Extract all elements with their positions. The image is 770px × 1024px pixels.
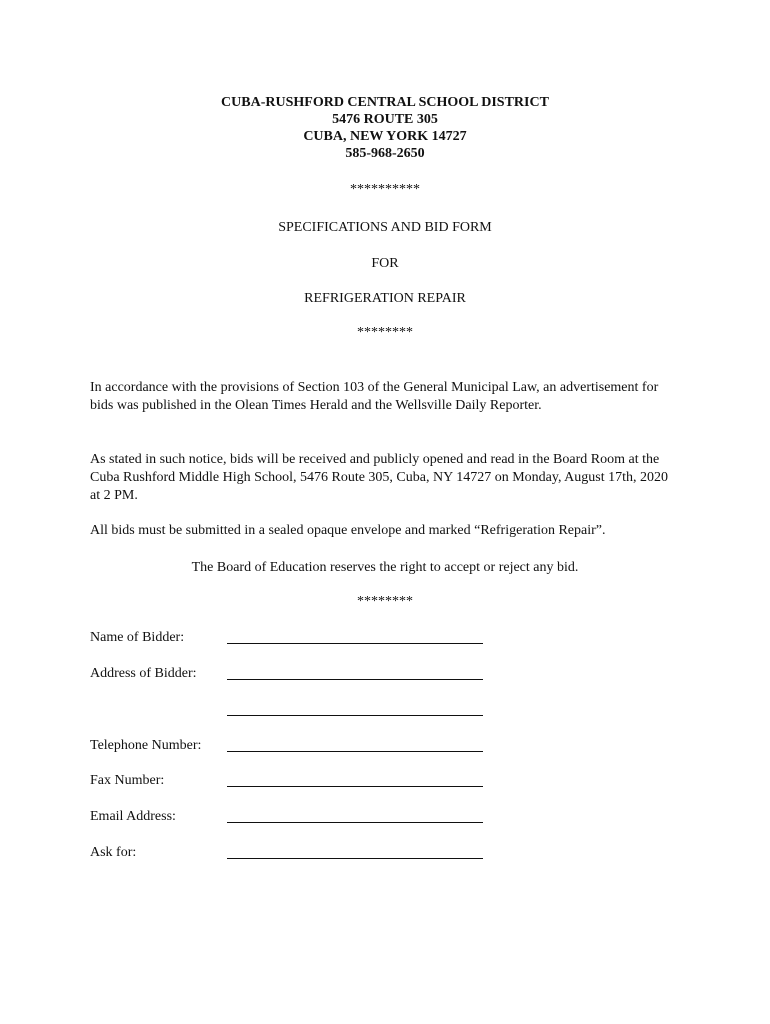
district-name: CUBA-RUSHFORD CENTRAL SCHOOL DISTRICT bbox=[221, 95, 549, 110]
separator-stars-2: ******** bbox=[357, 325, 413, 340]
address-of-bidder-label: Address of Bidder: bbox=[90, 666, 197, 681]
title-specifications: SPECIFICATIONS AND BID FORM bbox=[278, 220, 492, 235]
email-address-line[interactable] bbox=[227, 822, 483, 823]
separator-stars-1: ********** bbox=[350, 182, 420, 197]
separator-stars-3: ******** bbox=[357, 594, 413, 609]
telephone-number-label: Telephone Number: bbox=[90, 738, 202, 753]
paragraph-advertisement: In accordance with the provisions of Section 103 of the General Municipal Law, an advertisement for bids was published in the Olean Times Herald and the Wellsville Daily Reporter. bbox=[90, 380, 659, 413]
paragraph-board-rights: The Board of Education reserves the right to accept or reject any bid. bbox=[191, 560, 579, 575]
address-of-bidder-line-2[interactable] bbox=[227, 715, 483, 716]
paragraph-sealed-envelope: All bids must be submitted in a sealed opaque envelope and marked “Refrigeration Repair”. bbox=[90, 523, 606, 538]
address-of-bidder-line[interactable] bbox=[227, 679, 483, 680]
ask-for-line[interactable] bbox=[227, 858, 483, 859]
telephone-number-line[interactable] bbox=[227, 751, 483, 752]
name-of-bidder-label: Name of Bidder: bbox=[90, 630, 185, 645]
district-phone: 585-968-2650 bbox=[345, 146, 425, 161]
paragraph-bid-opening: As stated in such notice, bids will be received and publicly opened and read in the Board Room at the Cuba Rushford Middle High School, 5476 Route 305, Cuba, NY 14727 on Monday, August 17th, 2020 at 2 PM. bbox=[90, 452, 669, 503]
ask-for-label: Ask for: bbox=[90, 845, 137, 860]
fax-number-line[interactable] bbox=[227, 786, 483, 787]
fax-number-label: Fax Number: bbox=[90, 773, 165, 788]
name-of-bidder-line[interactable] bbox=[227, 643, 483, 644]
email-address-label: Email Address: bbox=[90, 809, 176, 824]
district-street: 5476 ROUTE 305 bbox=[332, 112, 438, 127]
title-refrigeration-repair: REFRIGERATION REPAIR bbox=[304, 291, 466, 306]
district-city: CUBA, NEW YORK 14727 bbox=[303, 129, 467, 144]
title-for: FOR bbox=[371, 256, 399, 271]
